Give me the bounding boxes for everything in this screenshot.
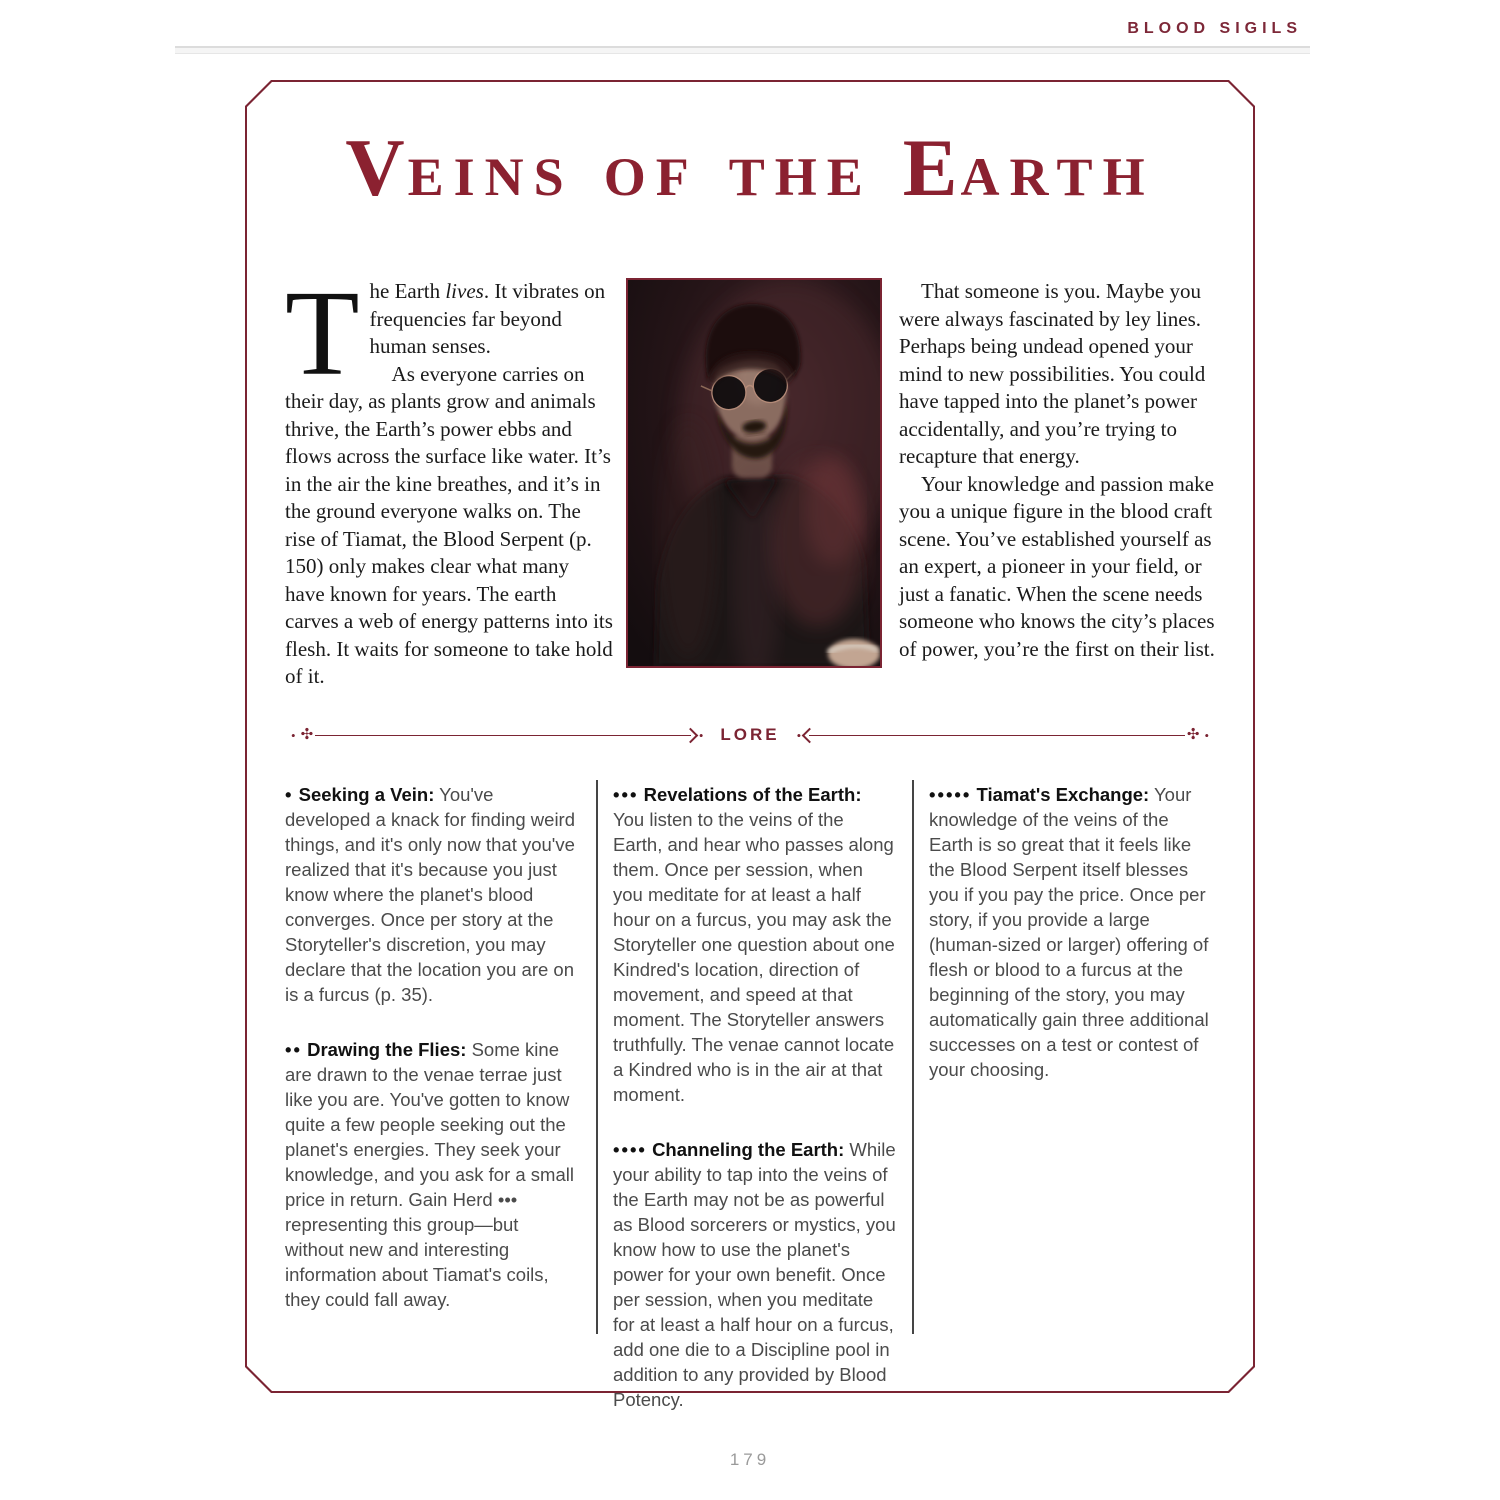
lore-entry-revelations-of-the-earth: ••• Revelations of the Earth: You listen to the veins of the Earth, and hear who passes along them. Once per session, when you meditate for at least a half hour on a furcus, you may ask the Storyteller one question about one Kindred's location, direction of movement, and speed at that moment. The Storyteller answers truthfully. The venae cannot locate a Kindred who is in the air at that moment. [613, 784, 895, 1105]
page-title: VEINS OF THE EARTH [345, 122, 1155, 214]
column-divider [596, 780, 598, 1334]
lore-entry-drawing-the-flies: •• Drawing the Flies: Some kine are drawn to the venae terrae just like you are. You've gotten to know quite a few people seeking out the planet's energies. They seek your knowledge, and you ask for a small price in return. Gain Herd ••• representing this group—but without new and interesting information about Tiamat's coils, they could fall away. [285, 1039, 574, 1310]
portrait-image [626, 278, 886, 691]
intro-right-column: That someone is you. Maybe you were always fascinated by ley lines. Perhaps being undead opened your mind to new possibilities. You could have tapped into the planet’s power accidentally, and you’re trying to recapture that energy. Your knowledge and passion make you a unique figure in the blood craft scene. You’ve established yourself as an expert, a pioneer in your field, or just a fanatic. When the scene needs someone who knows the city’s places of power, you’re the first on their list. [899, 279, 1215, 661]
book-title-header: BLOOD SIGILS [1127, 20, 1302, 37]
divider-arrow-icon [802, 727, 818, 743]
lore-column-2 [613, 782, 896, 1442]
lore-column-1 [285, 782, 577, 1342]
divider-finial-icon: ✣ [1186, 726, 1200, 743]
divider-finial-icon: ✣ [300, 726, 314, 743]
page-number: 179 [729, 1450, 771, 1469]
lore-entry-channeling-the-earth: •••• Channeling the Earth: While your ability to tap into the veins of the Earth may not be as powerful as Blood sorcerers or mystics, you know how to use the planet's power for your own benefit. Once per session, when you meditate for at least a half hour on a furcus, add one die to a Discipline pool in addition to any provided by Blood Potency. [613, 1139, 896, 1410]
divider-dot-icon: • [291, 727, 296, 743]
column-divider [912, 780, 914, 1334]
header-rule [175, 46, 1310, 54]
lore-divider: • ✣ • LORE • ✣ • [291, 725, 1210, 744]
drop-cap: T [285, 266, 360, 401]
intro-left-column: The Earth lives. It vibrates on frequencies far beyond human senses. As everyone carries on their day, as plants grow and animals thrive, the Earth’s power ebbs and flows across the surface like water. It’s in the air the kine breathes, and it’s in the ground everyone walks on. The rise of Tiamat, the Blood Serpent (p. 150) only makes clear what many have known for years. The earth carves a web of energy patterns into its flesh. It waits for someone to take hold of it. [285, 266, 613, 688]
lore-section-label: LORE [720, 725, 780, 744]
lore-entry-tiamats-exchange: ••••• Tiamat's Exchange: Your knowledge of the veins of the Earth is so great that it feels like the Blood Serpent itself blesses you if you pay the price. Once per story, if you provide a large (human-sized or larger) offering of flesh or blood to a furcus at the beginning of the story, you may automatically gain three additional successes on a test or contest of your choosing. [929, 784, 1209, 1080]
intro-section [285, 266, 1217, 691]
divider-arrow-icon [683, 727, 699, 743]
lore-column-3 [929, 782, 1217, 1112]
lore-entry-seeking-a-vein: • Seeking a Vein: You've developed a knack for finding weird things, and it's only now that you've realized that it's because you just know where the planet's blood converges. Once per story at the Storyteller's discretion, you may declare that the location you are on is a furcus (p. 35). [285, 784, 576, 1005]
